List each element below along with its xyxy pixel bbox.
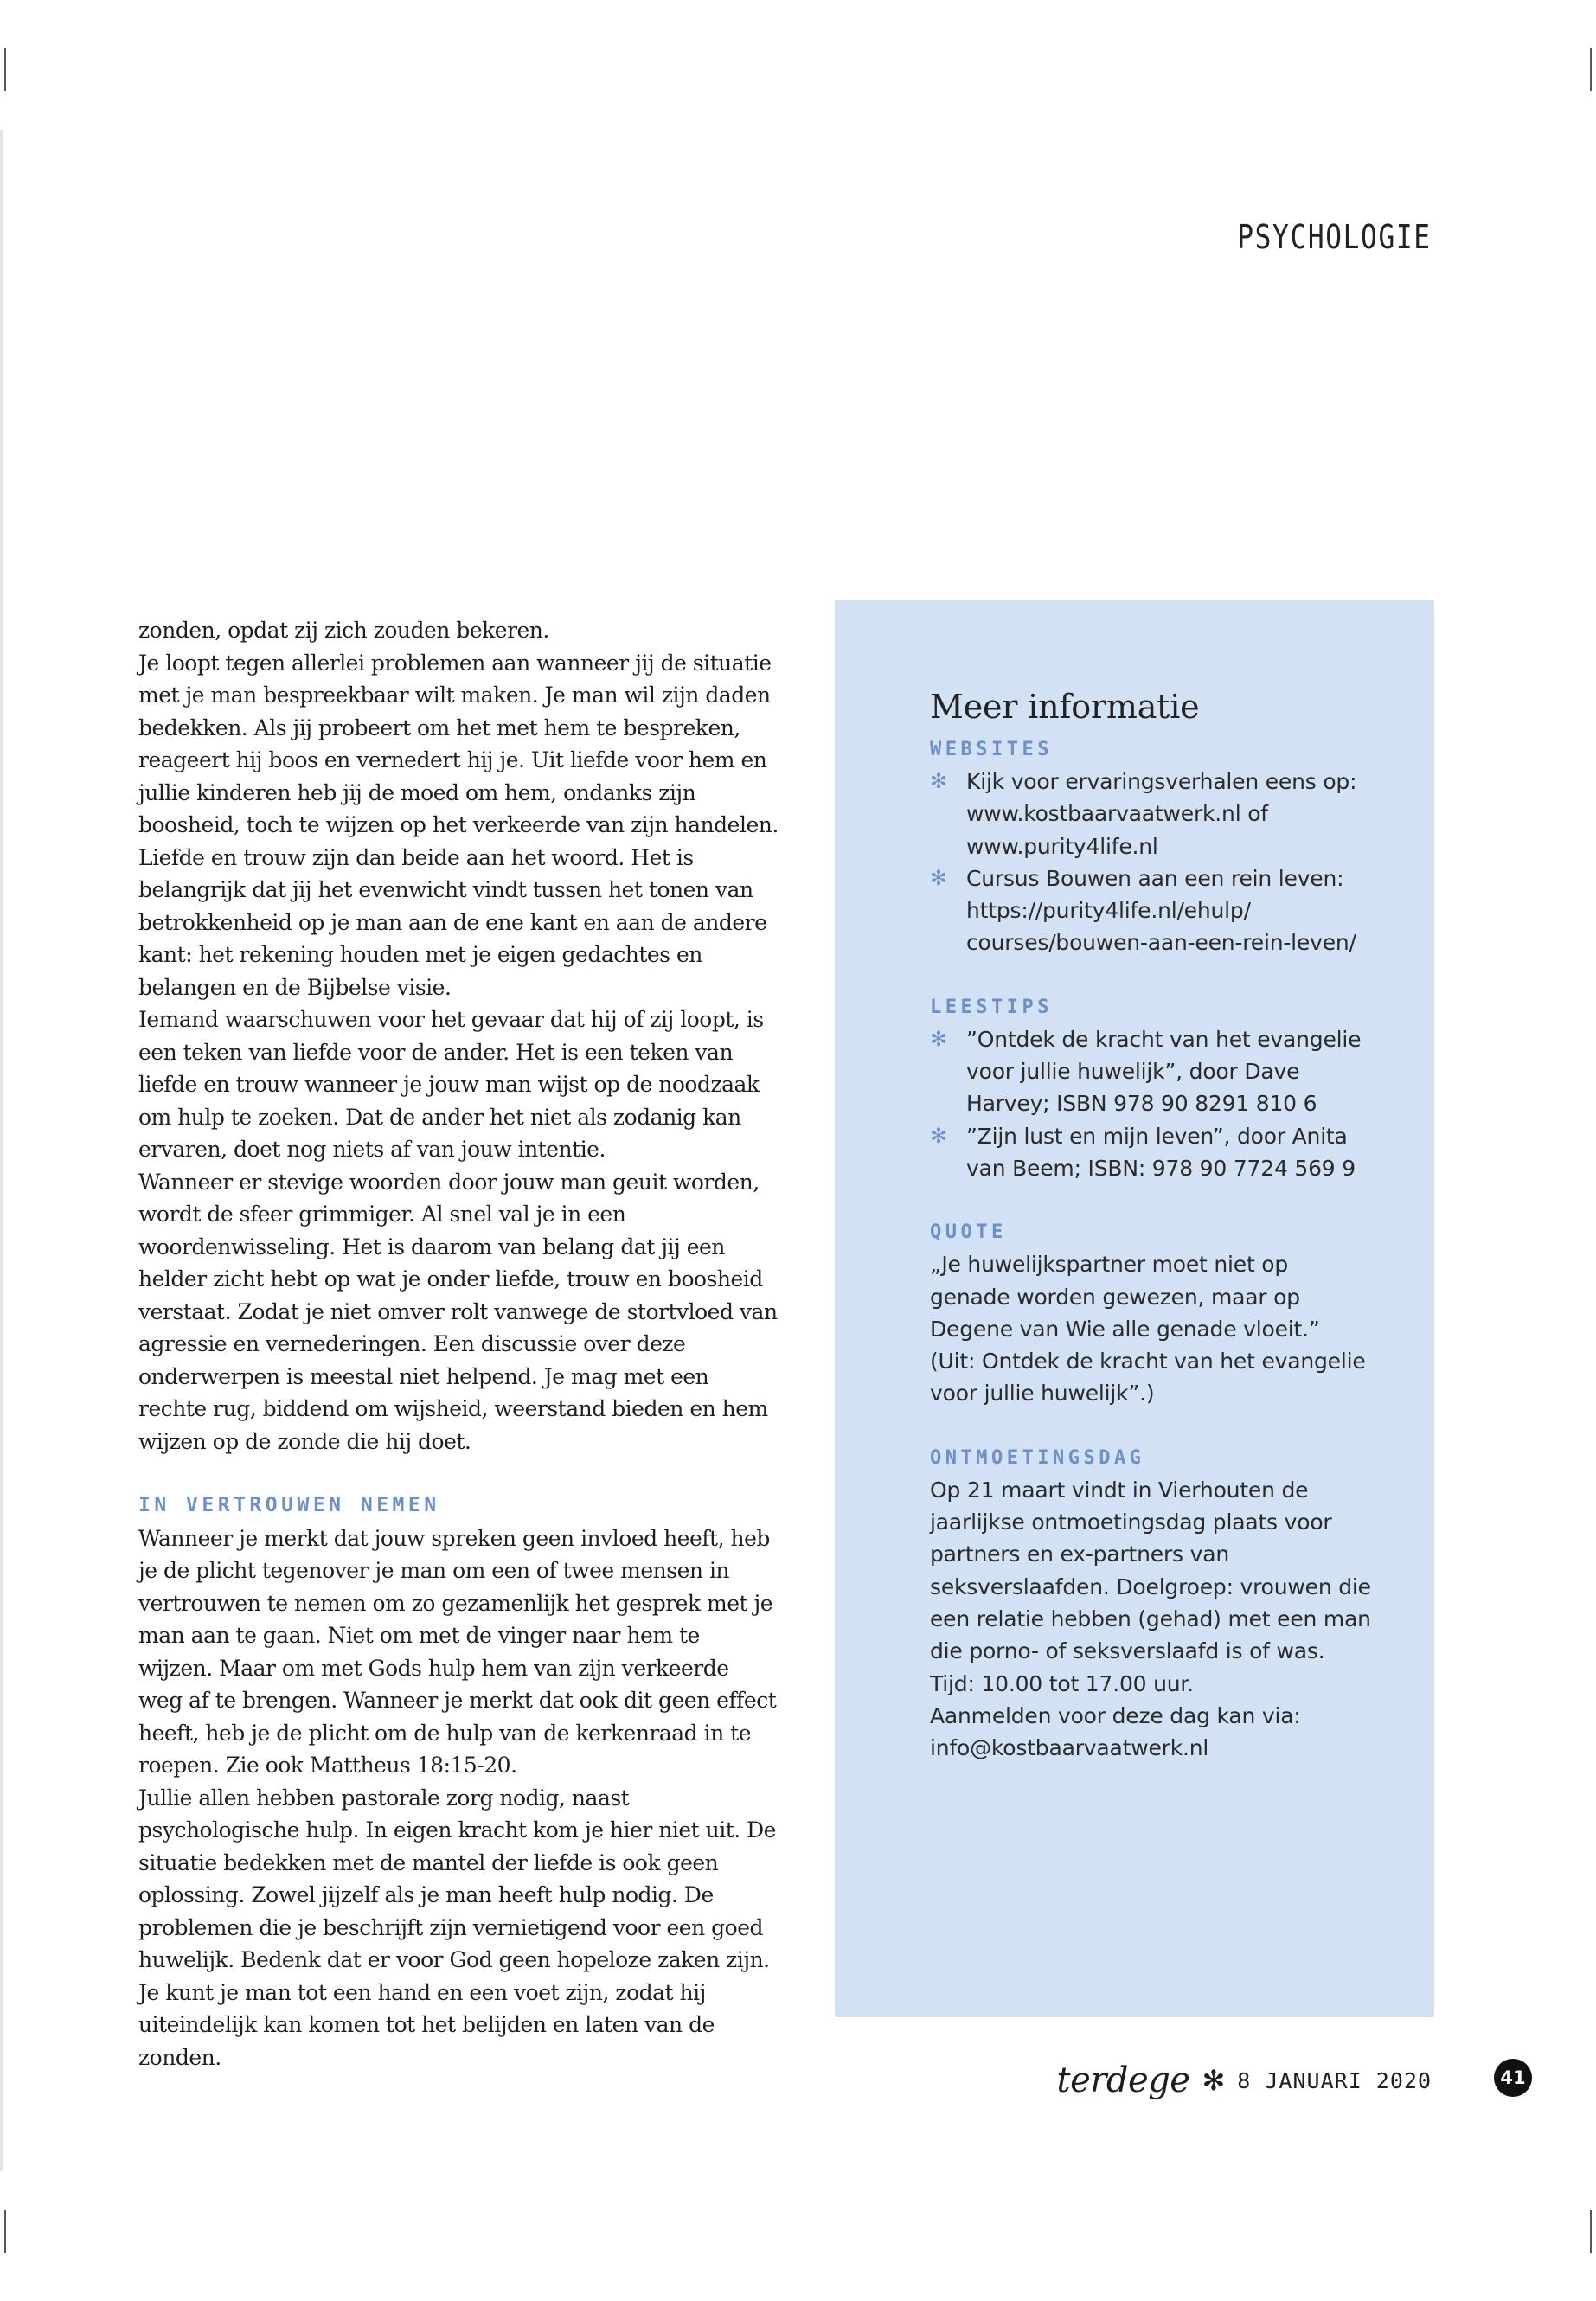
- article-paragraph: Wanneer er stevige woorden door jouw man geuit worden, wordt de sfeer grimmiger. Al snel val je in een woordenwisseling. Het is daarom van belang dat jij een helder zicht hebt op wat je onder liefde, trouw en boosheid verstaat. Zodat je niet omver rolt vanwege de stortvloed van agressie en vernederingen. Een discussie over deze onderwerpen is meestal niet helpend. Je mag met een rechte rug, biddend om wijsheid, weerstand bieden en hem wijzen op de zonde die hij doet.: [138, 1169, 778, 1454]
- article-paragraph: Je loopt tegen allerlei problemen aan wanneer jij de situatie met je man bespreekbaar wilt maken. Je man wil zijn daden bedekken. Als jij probeert om het met hem te bespreken, reageert hij boos en vernedert hij je. Uit liefde voor hem en jullie kinderen heb jij de moed om hem, ondanks zijn boosheid, toch te wijzen op het verkeerde van zijn handelen. Liefde en trouw zijn dan beide aan het woord. Het is belangrijk dat jij het evenwicht vindt tussen het tonen van betrokkenheid op je man aan de ene kant en aan de andere kant: het rekening houden met je eigen gedachtes en belangen en de Bijbelse visie.: [138, 650, 779, 1000]
- crop-mark-top-right: [1590, 48, 1592, 91]
- website-item: Cursus Bouwen aan een rein leven: https://purity4life.nl/ehulp/ courses/bouwen-aan-een-rein-leven/: [966, 865, 1356, 956]
- article-paragraph: Iemand waarschuwen voor het gevaar dat hij of zij loopt, is een teken van liefde voor de ander. Het is een teken van liefde en trouw wanneer je jouw man wijst op de noodzaak om hulp te zoeken. Dat de ander het niet als zodanig kan ervaren, doet nog niets af van jouw intentie.: [138, 1007, 764, 1162]
- article-body: [138, 614, 779, 2073]
- asterisk-icon: ✻: [1202, 2064, 1226, 2097]
- event-label: ONTMOETINGSDAG: [930, 1446, 1145, 1469]
- event-signup: Aanmelden voor deze dag kan via:: [930, 1702, 1301, 1728]
- reading-tip: ”Ontdek de kracht van het evangelie voor jullie huwelijk”, door Dave Harvey; ISBN 978 90 8291 810 6: [966, 1026, 1362, 1117]
- asterisk-icon: ✻: [930, 1026, 947, 1051]
- quote-label: QUOTE: [930, 1221, 1007, 1244]
- event-email: info@kostbaarvaatwerk.nl: [930, 1735, 1209, 1761]
- websites-label: WEBSITES: [930, 739, 1053, 760]
- reading-tip: ”Zijn lust en mijn leven”, door Anita van Beem; ISBN: 978 90 7724 569 9: [966, 1123, 1356, 1181]
- list-item: [930, 766, 1371, 862]
- page-edge: [0, 130, 3, 2171]
- crop-mark-top-left: [4, 48, 6, 91]
- issue-date: 8 JANUARI 2020: [1237, 2067, 1432, 2093]
- article-paragraph: zonden, opdat zij zich zouden bekeren.: [138, 618, 549, 643]
- section-label: PSYCHOLOGIE: [1237, 218, 1432, 256]
- info-title: Meer informatie: [930, 688, 1200, 726]
- article-paragraph: Wanneer je merkt dat jouw spreken geen invloed heeft, heb je de plicht tegenover je man om een of twee mensen in vertrouwen te nemen om zo gezamenlijk het gesprek met je man aan te gaan. Niet om met de vinger naar hem te wijzen. Maar om met Gods hulp hem van zijn verkeerde weg af te brengen. Wanneer je merkt dat ook dit geen effect heeft, heb je de plicht om de hulp van de kerkenraad in te roepen. Zie ook Mattheus 18:15-20.: [138, 1525, 777, 1778]
- crop-mark-bottom-right: [1590, 2210, 1592, 2253]
- section-gap: [930, 1410, 1371, 1442]
- page-footer: [1057, 2061, 1432, 2100]
- asterisk-icon: ✻: [930, 769, 947, 793]
- article-paragraph: Jullie allen hebben pastorale zorg nodig, naast psychologische hulp. In eigen kracht kom je hier niet uit. De situatie bedekken met de mantel der liefde is ook geen oplossing. Zowel jijzelf als je man heeft hulp nodig. De problemen die je beschrijft zijn vernietigend voor een goed huwelijk. Bedenk dat er voor God geen hopeloze zaken zijn. Je kunt je man tot een hand en een voet zijn, zodat hij uiteindelijk kan komen tot het belijden en laten van de zonden.: [138, 1785, 776, 2070]
- list-item: [930, 1023, 1371, 1120]
- event-text: Op 21 maart vindt in Vierhouten de jaarlijkse ontmoetingsdag plaats voor partners en ex-partners van seksverslaafden. Doelgroep: vrouwen die een relatie hebben (gehad) met een man die porno- of seksverslaafd is of was.: [930, 1477, 1371, 1664]
- magazine-logo: terdege: [1056, 2061, 1190, 2100]
- event-time: Tijd: 10.00 tot 17.00 uur.: [930, 1670, 1194, 1696]
- section-gap: [930, 1184, 1371, 1216]
- info-sidebar: [835, 600, 1434, 2017]
- article-subheading: IN VERTROUWEN NEMEN: [138, 1494, 440, 1516]
- asterisk-icon: ✻: [930, 865, 947, 890]
- page-number: 41: [1494, 2059, 1532, 2097]
- leestips-label: LEESTIPS: [930, 996, 1053, 1018]
- list-item: [930, 1120, 1371, 1185]
- paragraph-gap: [138, 1458, 779, 1490]
- list-item: [930, 862, 1371, 959]
- crop-mark-bottom-left: [4, 2210, 6, 2253]
- quote-text: „Je huwelijkspartner moet niet op genade worden gewezen, maar op Degene van Wie alle genade vloeit.” (Uit: Ontdek de kracht van het evangelie voor jullie huwelijk”.): [930, 1252, 1366, 1407]
- website-item: Kijk voor ervaringsverhalen eens op: www.kostbaarvaatwerk.nl of www.purity4life.nl: [966, 769, 1357, 859]
- asterisk-icon: ✻: [930, 1123, 947, 1148]
- section-gap: [930, 959, 1371, 991]
